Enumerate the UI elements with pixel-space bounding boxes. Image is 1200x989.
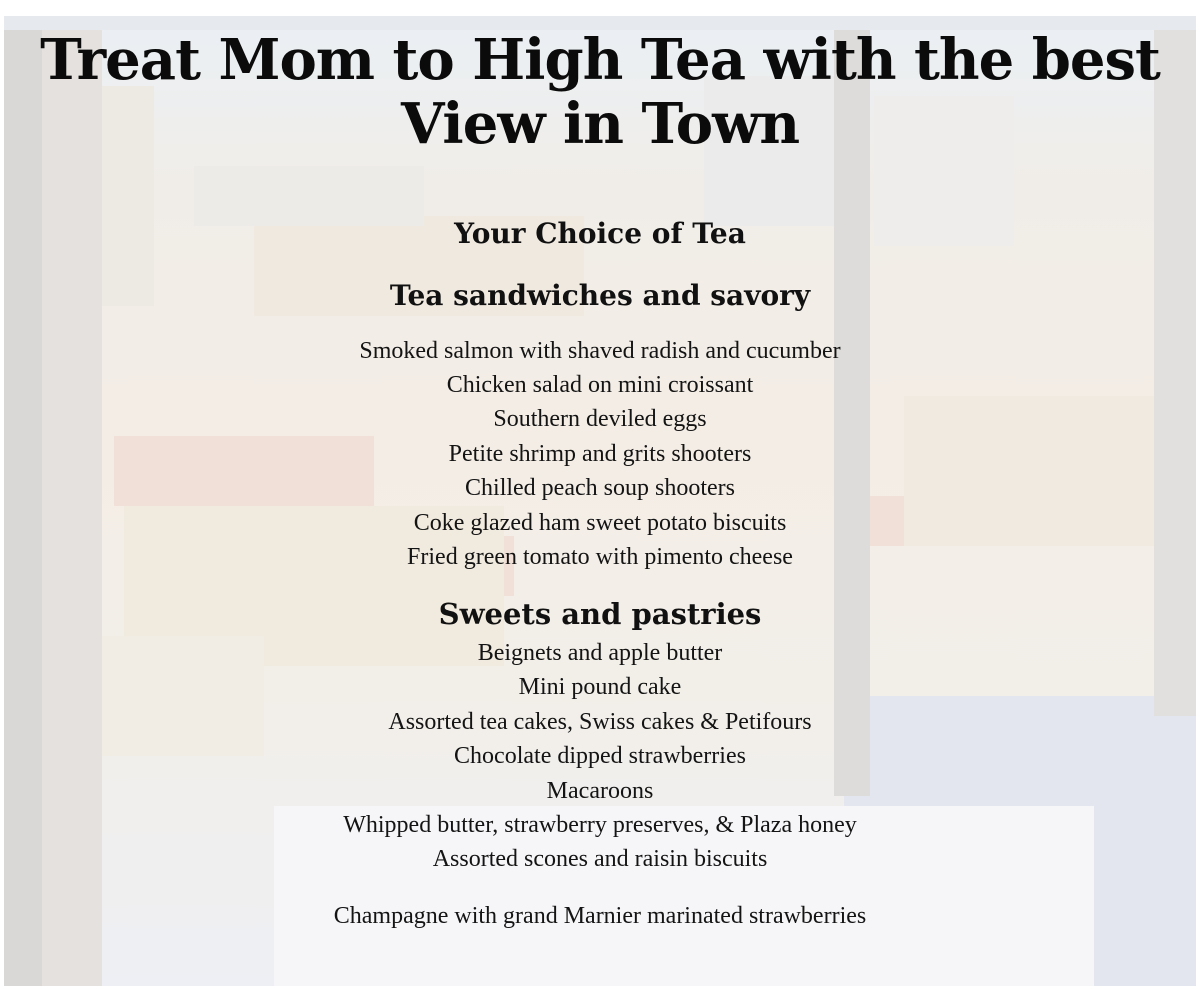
list-item: Petite shrimp and grits shooters xyxy=(448,441,752,467)
tea-heading: Your Choice of Tea xyxy=(454,217,746,250)
list-item: Chicken salad on mini croissant xyxy=(446,372,754,398)
list-item: Fried green tomato with pimento cheese xyxy=(407,544,793,570)
list-item: Macaroons xyxy=(546,778,654,804)
list-item: Smoked salmon with shaved radish and cucumber xyxy=(359,338,841,364)
page-title: Treat Mom to High Tea with the best View in Town xyxy=(40,27,1160,157)
list-item: Assorted scones and raisin biscuits xyxy=(432,846,768,872)
list-item: Coke glazed ham sweet potato biscuits xyxy=(413,510,787,536)
sweets-heading: Sweets and pastries xyxy=(438,597,762,631)
list-item: Assorted tea cakes, Swiss cakes & Petifours xyxy=(388,709,812,735)
list-item: Southern deviled eggs xyxy=(493,406,707,432)
list-item: Chilled peach soup shooters xyxy=(465,475,735,501)
savory-heading: Tea sandwiches and savory xyxy=(389,279,811,312)
list-item: Whipped butter, strawberry preserves, & Plaza honey xyxy=(343,812,857,838)
list-item: Chocolate dipped strawberries xyxy=(454,743,746,769)
list-item: Beignets and apple butter xyxy=(477,640,723,666)
list-item: Mini pound cake xyxy=(518,674,682,700)
closing-line: Champagne with grand Marnier marinated strawberries xyxy=(333,903,867,929)
